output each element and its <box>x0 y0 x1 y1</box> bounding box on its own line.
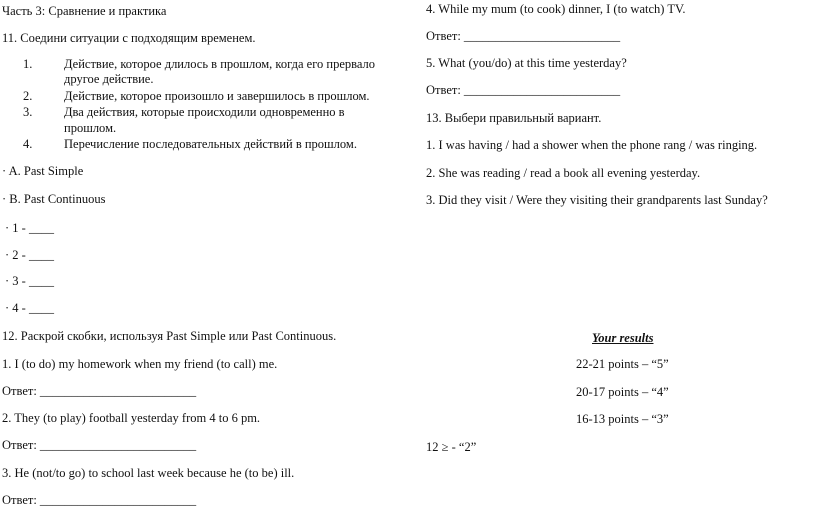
task12-answer-3[interactable]: Ответ: _________________________ <box>2 493 197 507</box>
task11-item-num: 1. <box>23 57 33 71</box>
results-line: 20-17 points – “4” <box>576 385 669 399</box>
results-last: 12 ≥ - “2” <box>426 440 477 454</box>
answer-blank-4[interactable]: · 4 - ____ <box>5 301 54 315</box>
task11-item-line: Действие, которое длилось в прошлом, когда его прервало <box>64 57 376 71</box>
task12-answer-2[interactable]: Ответ: _________________________ <box>2 438 197 452</box>
option-b: · B. Past Continuous <box>2 192 106 206</box>
task12-question-2: 2. They (to play) football yesterday from 4 to 6 pm. <box>2 411 261 425</box>
results-line: 16-13 points – “3” <box>576 412 669 426</box>
task12-answer-4[interactable]: Ответ: _________________________ <box>426 29 621 43</box>
task12-question-1: 1. I (to do) my homework when my friend (to call) me. <box>2 357 278 371</box>
task12-heading: 12. Раскрой скобки, используя Past Simple или Past Continuous. <box>2 329 337 343</box>
task11-item-line: прошлом. <box>64 121 117 135</box>
task11-item-line: Перечисление последовательных действий в прошлом. <box>64 137 357 151</box>
task12-answer-5[interactable]: Ответ: _________________________ <box>426 83 621 97</box>
task12-question-4: 4. While my mum (to cook) dinner, I (to watch) TV. <box>426 2 686 16</box>
task11-item-line: другое действие. <box>64 72 154 86</box>
task11-item-line: Действие, которое произошло и завершилось в прошлом. <box>64 89 370 103</box>
task11-item-num: 2. <box>23 89 33 103</box>
answer-blank-3[interactable]: · 3 - ____ <box>5 274 54 288</box>
task13-item-3: 3. Did they visit / Were they visiting their grandparents last Sunday? <box>426 193 768 207</box>
task11-item-num: 3. <box>23 105 33 119</box>
task13-heading: 13. Выбери правильный вариант. <box>426 111 602 125</box>
task13-item-2: 2. She was reading / read a book all evening yesterday. <box>426 166 701 180</box>
answer-blank-2[interactable]: · 2 - ____ <box>5 248 54 262</box>
results-title: Your results <box>592 331 654 345</box>
task11-item-num: 4. <box>23 137 33 151</box>
task11-heading: 11. Соедини ситуации с подходящим временем. <box>2 31 256 45</box>
results-line: 22-21 points – “5” <box>576 357 669 371</box>
answer-blank-1[interactable]: · 1 - ____ <box>5 221 54 235</box>
task12-answer-1[interactable]: Ответ: _________________________ <box>2 384 197 398</box>
part-title: Часть 3: Сравнение и практика <box>2 4 167 18</box>
task11-item-line: Два действия, которые происходили одновременно в <box>64 105 345 119</box>
task12-question-5: 5. What (you/do) at this time yesterday? <box>426 56 627 70</box>
option-a: · A. Past Simple <box>2 164 84 178</box>
task13-item-1: 1. I was having / had a shower when the phone rang / was ringing. <box>426 138 758 152</box>
task12-question-3: 3. He (not/to go) to school last week because he (to be) ill. <box>2 466 295 480</box>
